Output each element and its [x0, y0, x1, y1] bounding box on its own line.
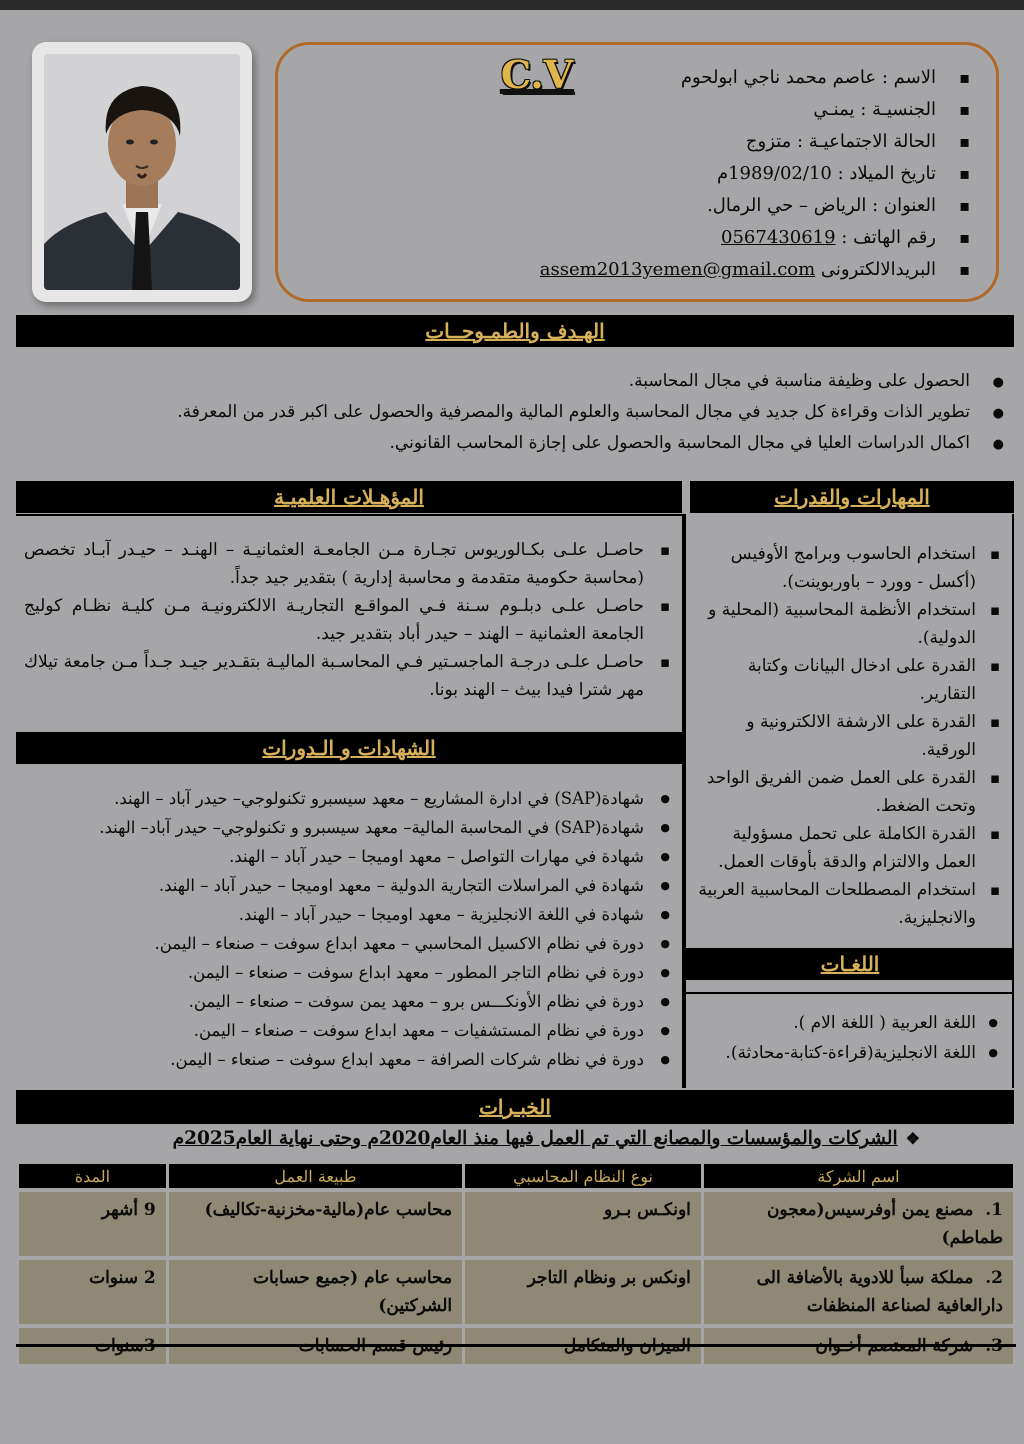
company-cell	[704, 1192, 1013, 1256]
skill-item: ▪ القدرة على ادخال البيانات وكتابة التقارير.	[694, 652, 1006, 708]
row-number: 1.	[985, 1200, 1003, 1220]
company-name: مملكة سبأ للادوية بالأضافة الى دارالعافية لصناعة المنظفات	[756, 1268, 1003, 1316]
goal-item: ● تطوير الذات وقراءة كل جديد في مجال المحاسبة والعلوم المالية والمصرفية والحصول على اكبر قدر من المعرفة.	[20, 397, 1004, 428]
certificate-item: ● دورة في نظام الأونكـــس برو – معهد يمن سوفت – صنعاء – اليمن.	[24, 987, 674, 1016]
certificate-item: ● دورة في نظام التاجر المطور – معهد ابداع سوفت – صنعاء – اليمن.	[24, 958, 674, 987]
system-cell: اونكـس بـرو	[465, 1192, 701, 1256]
company-cell	[704, 1260, 1013, 1324]
goals-header: الهـدف والطمـوحــات	[16, 315, 1014, 347]
table-row	[19, 1260, 1013, 1324]
skill-item: ▪ استخدام المصطلحات المحاسبية العربية والانجليزية.	[694, 876, 1006, 932]
personal-info-list	[430, 62, 970, 286]
languages-line	[686, 992, 1014, 994]
system-cell: اونكس بر ونظام التاجر	[465, 1260, 701, 1324]
info-birth	[430, 158, 970, 190]
email-link[interactable]: assem2013yemen@gmail.com	[539, 259, 816, 280]
experience-header: الخبـرات	[16, 1090, 1014, 1124]
cv-title: C.V	[500, 52, 574, 97]
skill-item: ▪ القدرة الكاملة على تحمل مسؤولية العمل والالتزام والدقة بأوقات العمل.	[694, 820, 1006, 876]
info-marital: ▪ الحالة الاجتماعيـة : متزوج	[430, 126, 970, 158]
info-nationality: ▪ الجنسيـة : يمنـي	[430, 94, 970, 126]
certificates-header: الشهادات و الـدورات	[16, 732, 682, 764]
company-name: مصنع يمن أوفرسيس(معجون طماطم)	[766, 1200, 1003, 1248]
phone-label: رقم الهاتف :	[841, 227, 936, 248]
education-item: ▪ حاصـل علـى دبلـوم سـنة فـي المواقـع التجاريـة الالكترونيـة مـن كليـة نظـام كوليج الجامعة العثمانية – الهند – حيدر أباد بتقدير جيد.	[24, 592, 674, 648]
info-phone	[430, 222, 970, 254]
skill-item: ▪ القدرة على الارشفة الالكترونية و الورقية.	[694, 708, 1006, 764]
education-list	[24, 536, 674, 704]
email-label: البريدالالكترونى	[820, 259, 936, 280]
col-header-work: طبيعة العمل	[169, 1164, 462, 1188]
skill-item: ▪ استخدام الحاسوب وبرامج الأوفيس (أكسل - وورد – باوربوينت).	[694, 540, 1006, 596]
skills-header: المهارات والقدرات	[690, 481, 1014, 513]
col-header-system: نوع النظام المحاسبي	[465, 1164, 701, 1188]
table-row	[19, 1192, 1013, 1256]
row-number: 2.	[985, 1268, 1003, 1288]
column-divider	[682, 514, 686, 1088]
skills-list	[694, 540, 1006, 932]
right-border-line	[1012, 514, 1014, 1088]
experience-subtitle	[60, 1124, 920, 1154]
info-address: ▪ العنوان : الرياض – حي الرمال.	[430, 190, 970, 222]
languages-list	[694, 1008, 1006, 1068]
certificates-list	[24, 784, 674, 1074]
language-item: ● اللغة العربية ( اللغة الام ).	[694, 1008, 1006, 1038]
duration-cell: 2 سنوات	[19, 1260, 166, 1324]
languages-header: اللغـات	[686, 948, 1014, 980]
certificate-item: ● شهادة في المراسلات التجارية الدولية – معهد اوميجا – حيدر آباد – الهند.	[24, 871, 674, 900]
skill-item: ▪ القدرة على العمل ضمن الفريق الواحد وتحت الضغط.	[694, 764, 1006, 820]
duration-cell: 9 أشهر	[19, 1192, 166, 1256]
goals-list	[20, 366, 1004, 459]
info-name: ▪ الاسم : عاصم محمد ناجي ابولحوم	[430, 62, 970, 94]
goal-item: ● الحصول على وظيفة مناسبة في مجال المحاسبة.	[20, 366, 1004, 397]
certificate-item: ● شهادة(SAP) في ادارة المشاريع – معهد سيسبرو تكنولوجي– حيدر آباد – الهند.	[24, 784, 674, 813]
info-email	[430, 254, 970, 286]
experience-subtitle-text: الشركات والمؤسسات والمصانع التي تم العمل فيها منذ العام2020م وحتى نهاية العام2025م	[172, 1128, 898, 1149]
photo-frame	[32, 42, 252, 302]
certificate-item: ● شهادة في اللغة الانجليزية – معهد اوميجا – حيدر آباد – الهند.	[24, 900, 674, 929]
work-cell: محاسب عام (جميع حسابات الشركتين)	[169, 1260, 462, 1324]
goal-item: ● اكمال الدراسات العليا في مجال المحاسبة والحصول على إجازة المحاسب القانوني.	[20, 428, 1004, 459]
phone-value[interactable]: 0567430619	[721, 227, 836, 248]
certificate-item: ● دورة في نظام المستشفيات – معهد ابداع سوفت – صنعاء – اليمن.	[24, 1016, 674, 1045]
education-item: ▪ حاصـل علـى درجـة الماجسـتير فـي المحاسـبة الماليـة بتقـدير جيـد جـداً مـن جامعة تيلاك مهر شترا فيدا بيث – الهند بونا.	[24, 648, 674, 704]
certificate-item: ● دورة في نظام شركات الصرافة – معهد ابداع سوفت – صنعاء – اليمن.	[24, 1045, 674, 1074]
birth-value: 1989/02/10م	[716, 163, 832, 184]
top-bar	[0, 0, 1024, 10]
education-top-line	[16, 514, 682, 516]
certificate-item: ● دورة في نظام الاكسيل المحاسبي – معهد ابداع سوفت – صنعاء – اليمن.	[24, 929, 674, 958]
certificate-item: ● شهادة في مهارات التواصل – معهد اوميجا – حيدر آباد – الهند.	[24, 842, 674, 871]
col-header-company: اسم الشركة	[704, 1164, 1013, 1188]
diamond-bullet-icon: ❖	[905, 1129, 920, 1148]
skill-item: ▪ استخدام الأنظمة المحاسبية (المحلية و الدولية).	[694, 596, 1006, 652]
birth-label: تاريخ الميلاد :	[837, 163, 936, 184]
education-header: المؤهـلات العلميـة	[16, 481, 682, 513]
profile-photo	[44, 54, 240, 290]
experience-table	[16, 1160, 1016, 1368]
table-bottom-line	[16, 1344, 1016, 1347]
certificate-item: ● شهادة(SAP) في المحاسبة المالية– معهد سيسبرو و تكنولوجي– حيدر آباد– الهند.	[24, 813, 674, 842]
language-item: ● اللغة الانجليزية(قراءة-كتابة-محادثة).	[694, 1038, 1006, 1068]
col-header-duration: المدة	[19, 1164, 166, 1188]
education-item: ▪ حاصـل علـى بكـالوريوس تجـارة مـن الجامعـة العثمانيـة – الهنـد – حيـدر آبـاد تخصص (محاسبة حكومية متقدمة و محاسبة إدارية ) بتقدير جيد جداً.	[24, 536, 674, 592]
work-cell: محاسب عام(مالية-مخزنية-تكاليف)	[169, 1192, 462, 1256]
